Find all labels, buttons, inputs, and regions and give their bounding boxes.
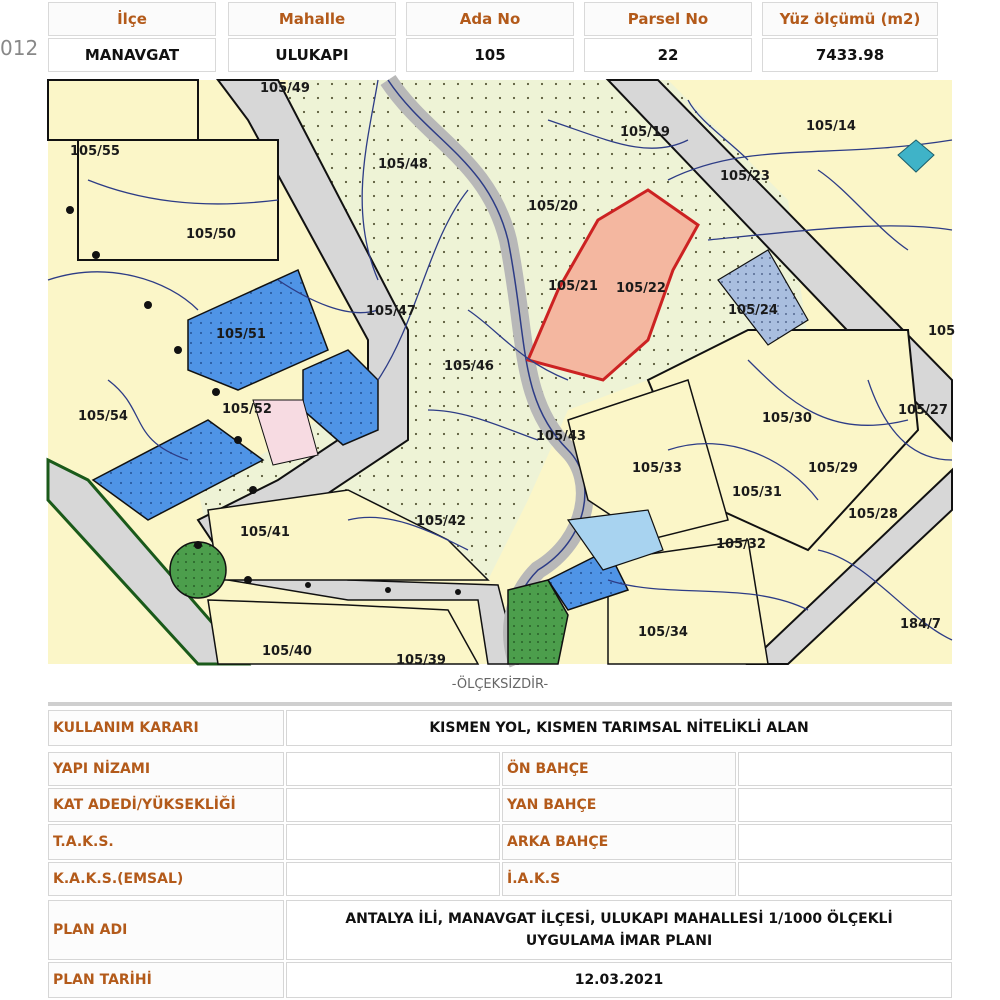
header-col-mahalle	[228, 2, 396, 74]
corner-year-text: 012	[0, 36, 39, 60]
label-yan-bahce: YAN BAHÇE	[502, 788, 736, 822]
parcel-label: 105/32	[716, 537, 766, 552]
parcel-label: 105/47	[366, 304, 416, 319]
parcel-header-table	[48, 2, 938, 74]
parcel-label: 184/7	[900, 617, 941, 632]
parcel-label: 105/49	[260, 81, 310, 96]
parcel-label: 105/46	[444, 359, 494, 374]
parcel-label: 105/39	[396, 653, 446, 668]
parcel-label: 105/24	[728, 303, 778, 318]
parcel-label: 105/29	[808, 461, 858, 476]
label-kullanim-karari: KULLANIM KARARI	[48, 710, 284, 746]
value-iaks	[738, 862, 952, 896]
header-col-ilce	[48, 2, 216, 74]
parcel-label: 105/22	[616, 281, 666, 296]
value-on-bahce	[738, 752, 952, 786]
parcel-label: 105/23	[720, 169, 770, 184]
value-kullanim-karari: KISMEN YOL, KISMEN TARIMSAL NİTELİKLİ ALAN	[286, 710, 952, 746]
label-on-bahce: ÖN BAHÇE	[502, 752, 736, 786]
parcel-label: 105/33	[632, 461, 682, 476]
parcel-label: 105/19	[620, 125, 670, 140]
header-label-ilce: İlçe	[48, 2, 216, 36]
header-value-parsel: 22	[584, 38, 752, 72]
value-arka-bahce	[738, 824, 952, 860]
parcel-label: 105/14	[806, 119, 856, 134]
parcel-label: 105/42	[416, 514, 466, 529]
header-value-mahalle: ULUKAPI	[228, 38, 396, 72]
parcel-label: 105/40	[262, 644, 312, 659]
parcel-label: 105/55	[70, 144, 120, 159]
header-label-parsel: Parsel No	[584, 2, 752, 36]
zoning-map-canvas	[48, 80, 956, 668]
parcel-label: 105/21	[548, 279, 598, 294]
parcel-label: 105/30	[762, 411, 812, 426]
header-col-parsel	[584, 2, 752, 74]
label-arka-bahce: ARKA BAHÇE	[502, 824, 736, 860]
header-label-ada: Ada No	[406, 2, 574, 36]
header-value-ilce: MANAVGAT	[48, 38, 216, 72]
parcel-label: 105/48	[378, 157, 428, 172]
label-kaks: K.A.K.S.(EMSAL)	[48, 862, 284, 896]
zoning-map[interactable]	[48, 80, 956, 668]
parcel-label: 105/51	[216, 327, 266, 342]
scale-note: -ÖLÇEKSİZDİR-	[48, 666, 952, 706]
parcel-label: 105/20	[528, 199, 578, 214]
value-plan-tarihi: 12.03.2021	[286, 962, 952, 998]
header-value-ada: 105	[406, 38, 574, 72]
header-label-mahalle: Mahalle	[228, 2, 396, 36]
plan-adi-line-1: ANTALYA İLİ, MANAVGAT İLÇESİ, ULUKAPI MAHALLESİ 1/1000 ÖLÇEKLİ	[345, 911, 893, 927]
parcel-label: 105/52	[222, 402, 272, 417]
label-iaks: İ.A.K.S	[502, 862, 736, 896]
parcel-label: 105/41	[240, 525, 290, 540]
label-plan-adi: PLAN ADI	[48, 900, 284, 960]
value-kat-adedi	[286, 788, 500, 822]
label-plan-tarihi: PLAN TARİHİ	[48, 962, 284, 998]
header-value-yuzolcumu: 7433.98	[762, 38, 938, 72]
value-plan-adi	[286, 900, 952, 960]
parcel-label: 105/27	[898, 403, 948, 418]
parcel-label: 105/43	[536, 429, 586, 444]
label-taks: T.A.K.S.	[48, 824, 284, 860]
label-kat-adedi: KAT ADEDİ/YÜKSEKLİĞİ	[48, 788, 284, 822]
header-col-ada	[406, 2, 574, 74]
value-yan-bahce	[738, 788, 952, 822]
block-105-55	[48, 80, 198, 140]
parcel-green-circle	[170, 542, 226, 598]
header-label-yuzolcumu: Yüz ölçümü (m2)	[762, 2, 938, 36]
parcel-label: 105/34	[638, 625, 688, 640]
label-yapi-nizami: YAPI NİZAMI	[48, 752, 284, 786]
value-kaks	[286, 862, 500, 896]
value-taks	[286, 824, 500, 860]
parcel-label: 105	[928, 324, 956, 339]
parcel-label: 105/50	[186, 227, 236, 242]
value-yapi-nizami	[286, 752, 500, 786]
parcel-label: 105/54	[78, 409, 128, 424]
parcel-label: 105/31	[732, 485, 782, 500]
parcel-label: 105/28	[848, 507, 898, 522]
header-col-yuzolcumu	[762, 2, 938, 74]
plan-adi-line-2: UYGULAMA İMAR PLANI	[525, 933, 713, 949]
